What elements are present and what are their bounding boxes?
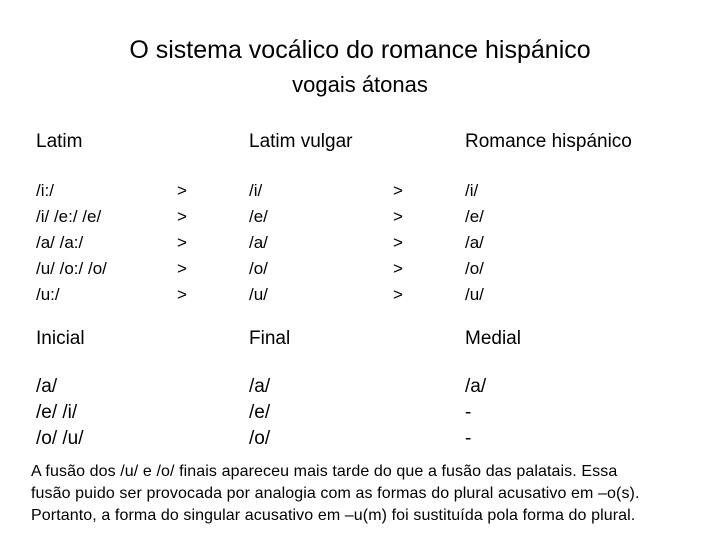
list-item: /a/ (36, 376, 58, 397)
list-item: /u:/ (36, 285, 60, 304)
arrow: > (393, 259, 403, 278)
list-item: /a/ (465, 233, 484, 252)
header-medial: Medial (465, 328, 521, 349)
list-item: /o/ (249, 428, 271, 449)
list-item: /i/ /e:/ /e/ (36, 207, 102, 226)
header-latim-vulgar: Latim vulgar (249, 131, 353, 152)
arrow: > (177, 285, 187, 304)
arrow: > (177, 259, 187, 278)
inicial-column (36, 374, 84, 452)
footnote-line: fusão puido ser provocada por analogia com as formas do plural acusativo em –o(s). (31, 485, 640, 502)
list-item: /e/ (465, 207, 484, 226)
header-romance: Romance hispánico (465, 131, 632, 152)
arrow: > (393, 233, 403, 252)
latim-vulgar-column (249, 178, 268, 308)
header-inicial: Inicial (36, 328, 85, 349)
arrow: > (393, 207, 403, 226)
arrow: > (177, 181, 187, 200)
list-item: - (465, 428, 472, 449)
list-item: /i/ (465, 181, 479, 200)
list-item: /o/ (249, 259, 268, 278)
footnote (31, 461, 716, 527)
footnote-line: Portanto, a forma do singular acusativo em –u(m) foi sustituída pola forma do plural. (31, 507, 636, 524)
list-item: /a/ (249, 376, 271, 397)
list-item: /a/ (249, 233, 268, 252)
list-item: /e/ (249, 402, 271, 423)
list-item: /u/ /o:/ /o/ (36, 259, 107, 278)
header-final: Final (249, 328, 291, 349)
header-latim: Latim (36, 131, 83, 152)
footnote-line: A fusão dos /u/ e /o/ finais apareceu mais tarde do que a fusão das palatais. Essa (31, 463, 618, 480)
page-subtitle: vogais átonas (292, 72, 428, 97)
list-item: /e/ (249, 207, 268, 226)
list-item: /o/ /u/ (36, 428, 84, 449)
list-item: /a/ (465, 376, 487, 397)
medial-column (465, 374, 486, 452)
list-item: - (465, 402, 472, 423)
page-title: O sistema vocálico do romance hispánico (129, 36, 591, 64)
list-item: /u/ (465, 285, 484, 304)
list-item: /i:/ (36, 181, 54, 200)
list-item: /o/ (465, 259, 484, 278)
list-item: /u/ (249, 285, 268, 304)
arrow-column-1 (177, 178, 187, 308)
list-item: /a/ /a:/ (36, 233, 84, 252)
arrow: > (177, 207, 187, 226)
romance-column (465, 178, 484, 308)
final-column (249, 374, 270, 452)
arrow-column-2 (393, 178, 403, 308)
arrow: > (177, 233, 187, 252)
list-item: /e/ /i/ (36, 402, 78, 423)
latim-column (36, 178, 107, 308)
arrow: > (393, 181, 403, 200)
arrow: > (393, 285, 403, 304)
list-item: /i/ (249, 181, 263, 200)
